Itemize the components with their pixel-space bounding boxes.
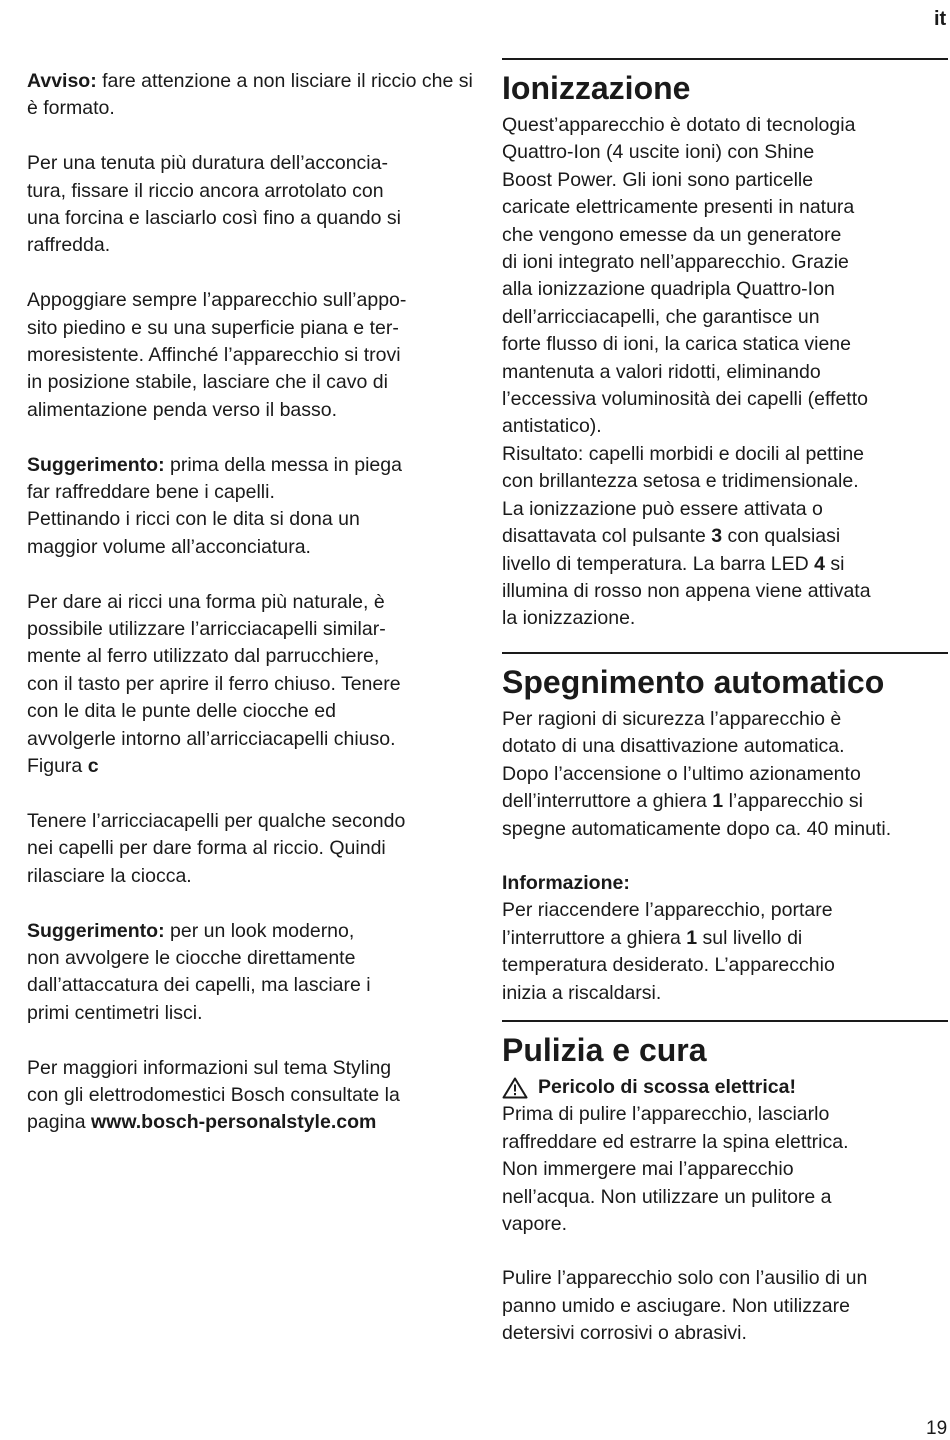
warning-label: Pericolo di scossa elettrica! xyxy=(538,1076,796,1098)
paragraph-tenere xyxy=(27,808,477,890)
website-url: www.bosch-personalstyle.com xyxy=(90,1111,377,1134)
text-line: panno umido e asciugare. Non utilizzare xyxy=(502,1294,850,1317)
text-line: Dopo l’accensione o l’ultimo azionamento xyxy=(502,762,861,785)
button-ref: 3 xyxy=(711,525,723,548)
avviso-label: Avviso: xyxy=(27,70,97,92)
text-line: con le dita le punte delle ciocche ed xyxy=(27,700,336,723)
text-line: Non immergere mai l’apparecchio xyxy=(502,1158,794,1181)
ionizzazione-body xyxy=(502,112,948,633)
text-line: moresistente. Affinché l’apparecchio si trovi xyxy=(27,344,401,367)
paragraph-forma-naturale xyxy=(27,589,477,781)
text-line: prima della messa in piega xyxy=(164,453,402,476)
text-line: che vengono emesse da un generatore xyxy=(502,223,842,246)
text-line: Prima di pulire l’apparecchio, lasciarlo xyxy=(502,1103,830,1126)
text-line: antistatico). xyxy=(502,415,602,438)
text-line: possibile utilizzare l’arricciacapelli similar- xyxy=(27,618,386,641)
text-line: Per dare ai ricci una forma più naturale, è xyxy=(27,590,385,613)
text-line: inizia a riscaldarsi. xyxy=(502,981,662,1004)
text-line: Appoggiare sempre l’apparecchio sull’appo- xyxy=(27,289,407,312)
text-line: in posizione stabile, lasciare che il cavo di xyxy=(27,371,388,394)
text-line: dell’interruttore a ghiera xyxy=(502,790,713,813)
text-line: rilasciare la ciocca. xyxy=(27,864,192,887)
text-line: dall’attaccatura dei capelli, ma lasciare i xyxy=(27,974,371,997)
informazione-label: Informazione: xyxy=(502,872,630,895)
paragraph-tenuta xyxy=(27,150,477,260)
text-line: Per riaccendere l’apparecchio, portare xyxy=(502,899,833,922)
text-line: avvolgerle intorno all’arricciacapelli chiuso. xyxy=(27,727,396,750)
page-number: 19 xyxy=(926,1418,948,1439)
pulizia-warning-body xyxy=(502,1074,948,1238)
language-tag: it xyxy=(934,8,947,30)
section-pulizia xyxy=(502,1020,948,1348)
paragraph-appoggiare xyxy=(27,287,477,424)
text-line: far raffreddare bene i capelli. xyxy=(27,481,275,504)
paragraph-avviso xyxy=(27,68,477,123)
text-line: Quattro-Ion (4 uscite ioni) con Shine xyxy=(502,141,815,164)
section-title-ionizzazione: Ionizzazione xyxy=(502,70,691,106)
text-line: disattavata col pulsante xyxy=(502,525,712,548)
switch-ref: 1 xyxy=(712,790,724,813)
text-line: Pulire l’apparecchio solo con l’ausilio di un xyxy=(502,1267,868,1290)
text-line: detersivi corrosivi o abrasivi. xyxy=(502,1322,747,1345)
text-line: di ioni integrato nell’apparecchio. Grazie xyxy=(502,251,849,274)
avviso-text: fare attenzione a non lisciare il riccio che si è formato. xyxy=(27,70,473,120)
text-line: raffredda. xyxy=(27,234,111,257)
section-title-pulizia: Pulizia e cura xyxy=(502,1032,707,1068)
text-line: l’apparecchio si xyxy=(723,790,863,813)
text-line: La ionizzazione può essere attivata o xyxy=(502,497,823,520)
text-line: Figura xyxy=(27,755,88,778)
text-line: livello di temperatura. La barra LED xyxy=(502,552,815,575)
text-line: con il tasto per aprire il ferro chiuso. Tenere xyxy=(27,672,401,695)
text-line: con qualsiasi xyxy=(722,525,841,548)
text-line: nei capelli per dare forma al riccio. Quindi xyxy=(27,837,386,860)
text-line: una forcina e lasciarlo così fino a quando si xyxy=(27,207,401,230)
text-line: vapore. xyxy=(502,1213,568,1236)
text-line: nell’acqua. Non utilizzare un pulitore a xyxy=(502,1185,832,1208)
paragraph-suggerimento-1 xyxy=(27,452,477,562)
pulizia-instructions xyxy=(502,1265,948,1347)
section-ionizzazione xyxy=(502,58,948,652)
warning-heading xyxy=(502,1074,948,1101)
text-line: la ionizzazione. xyxy=(502,607,636,630)
text-line: per un look moderno, xyxy=(164,919,355,942)
text-line: Per una tenuta più duratura dell’acconcia- xyxy=(27,152,388,175)
text-line: Boost Power. Gli ioni sono particelle xyxy=(502,168,814,191)
figure-ref: c xyxy=(87,755,99,778)
text-line: mente al ferro utilizzato dal parrucchiere, xyxy=(27,645,380,668)
warning-triangle-icon xyxy=(502,1077,528,1099)
text-line: mantenuta a valori ridotti, eliminando xyxy=(502,360,821,383)
text-line: l’eccessiva voluminosità dei capelli (effetto xyxy=(502,388,868,411)
text-line: dotato di una disattivazione automatica. xyxy=(502,735,845,758)
text-line: l’interruttore a ghiera xyxy=(502,926,687,949)
text-line: maggior volume all’acconciatura. xyxy=(27,535,311,558)
text-line: Quest’apparecchio è dotato di tecnologia xyxy=(502,114,856,136)
paragraph-suggerimento-2 xyxy=(27,918,477,1028)
text-line: Pettinando i ricci con le dita si dona un xyxy=(27,508,360,531)
text-line: primi centimetri lisci. xyxy=(27,1001,203,1024)
text-line: Risultato: capelli morbidi e docili al pettine xyxy=(502,442,865,465)
text-line: spegne automaticamente dopo ca. 40 minuti. xyxy=(502,817,892,840)
text-line: illumina di rosso non appena viene attivata xyxy=(502,579,871,602)
text-line: Tenere l’arricciacapelli per qualche secondo xyxy=(27,809,406,832)
text-line: non avvolgere le ciocche direttamente xyxy=(27,946,356,969)
text-line: si xyxy=(825,552,845,575)
right-column xyxy=(502,58,948,1348)
left-column xyxy=(27,68,477,1164)
text-line: tura, fissare il riccio ancora arrotolato con xyxy=(27,179,384,202)
text-line: temperatura desiderato. L’apparecchio xyxy=(502,954,835,977)
text-line: caricate elettricamente presenti in natura xyxy=(502,196,855,219)
paragraph-info-bosch xyxy=(27,1055,477,1137)
text-line: forte flusso di ioni, la carica statica viene xyxy=(502,333,852,356)
text-line: Per ragioni di sicurezza l’apparecchio è xyxy=(502,708,842,730)
text-line: sito piedino e su una superficie piana e ter- xyxy=(27,316,399,339)
text-line: sul livello di xyxy=(697,926,803,949)
suggerimento-label: Suggerimento: xyxy=(27,919,165,942)
text-line: raffreddare ed estrarre la spina elettrica. xyxy=(502,1130,849,1153)
suggerimento-label: Suggerimento: xyxy=(27,453,165,476)
informazione-body xyxy=(502,870,948,1007)
switch-ref: 1 xyxy=(686,926,698,949)
text-line: pagina xyxy=(27,1111,91,1134)
text-line: dell’arricciacapelli, che garantisce un xyxy=(502,305,820,328)
text-line: alimentazione penda verso il basso. xyxy=(27,398,338,421)
section-title-spegnimento: Spegnimento automatico xyxy=(502,664,885,700)
text-line: con brillantezza setosa e tridimensionale. xyxy=(502,470,859,493)
section-spegnimento xyxy=(502,652,948,1020)
spegnimento-body xyxy=(502,706,948,843)
text-line: alla ionizzazione quadripla Quattro-Ion xyxy=(502,278,835,301)
led-ref: 4 xyxy=(814,552,826,575)
text-line: con gli elettrodomestici Bosch consultate la xyxy=(27,1083,400,1106)
text-line: Per maggiori informazioni sul tema Styling xyxy=(27,1056,392,1079)
